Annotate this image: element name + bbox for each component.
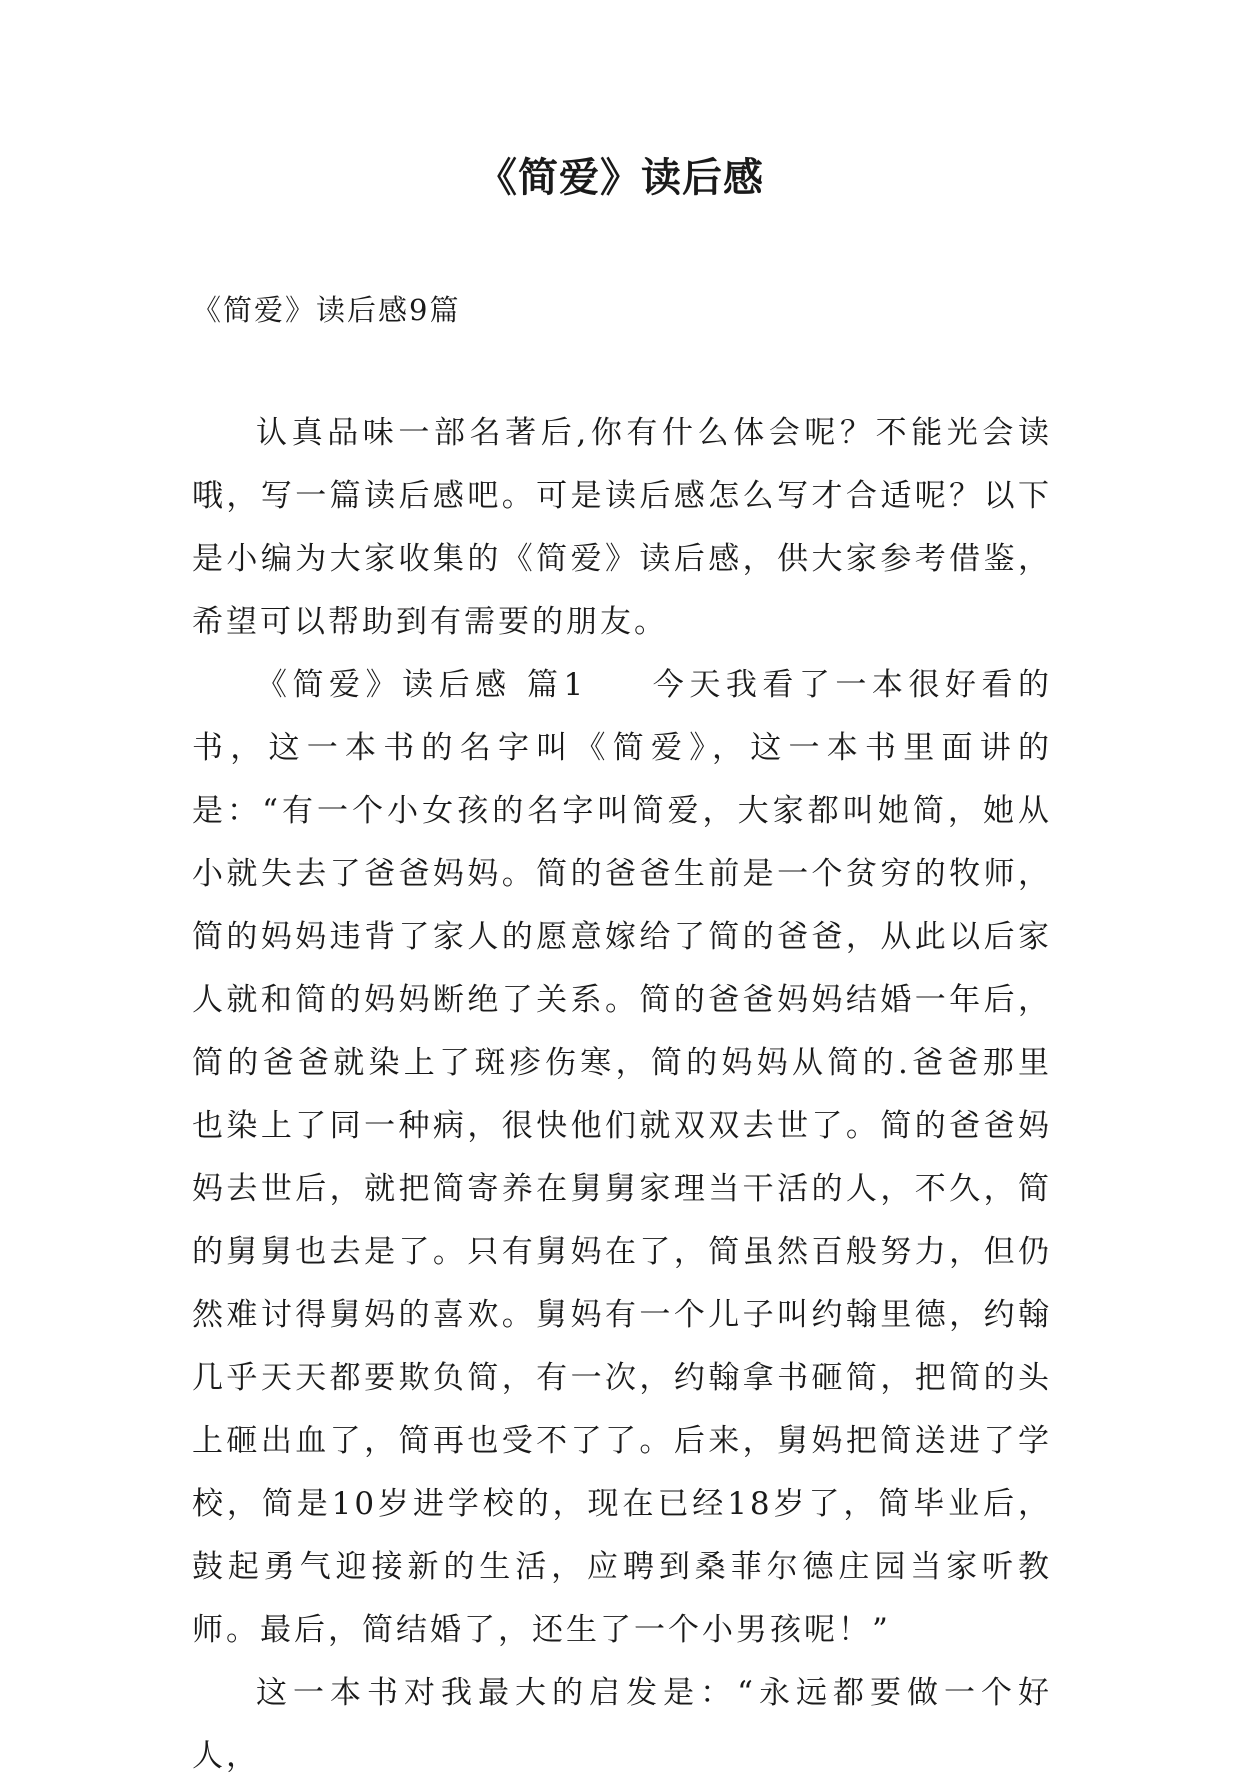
document-title: 《简爱》读后感 xyxy=(477,155,764,201)
closing-paragraph: 这一本书对我最大的启发是：“永远都要做一个好人， xyxy=(192,1675,1052,1774)
section-1-paragraph xyxy=(192,654,1052,1662)
document-body xyxy=(192,402,1052,1788)
intro-paragraph: 认真品味一部名著后,你有什么体会呢？不能光会读哦，写一篇读后感吧。可是读后感怎么写才合适呢？以下是小编为大家收集的《简爱》读后感，供大家参考借鉴，希望可以帮助到有需要的朋友。 xyxy=(192,415,1052,640)
section-1-heading: 《简爱》读后感 篇1 xyxy=(256,667,587,703)
document-subtitle: 《简爱》读后感9篇 xyxy=(192,293,461,327)
section-1-body: 今天我看了一本很好看的书，这一本书的名字叫《简爱》，这一本书里面讲的是：“有一个小女孩的名字叫简爱，大家都叫她简，她从小就失去了爸爸妈妈。简的爸爸生前是一个贫穷的牧师，简的妈妈违背了家人的愿意嫁给了简的爸爸，从此以后家人就和简的妈妈断绝了关系。简的爸爸妈妈结婚一年后，简的爸爸就染上了斑疹伤寒，简的妈妈从简的.爸爸那里也染上了同一种病，很快他们就双双去世了。简的爸爸妈妈去世后，就把简寄养在舅舅家理当干活的人，不久，简的舅舅也去是了。只有舅妈在了，简虽然百般努力，但仍然难讨得舅妈的喜欢。舅妈有一个儿子叫约翰里德，约翰几乎天天都要欺负简，有一次，约翰拿书砸简，把简的头上砸出血了，简再也受不了了。后来，舅妈把简送进了学校，简是10岁进学校的，现在已经18岁了，简毕业后，鼓起勇气迎接新的生活，应聘到桑菲尔德庄园当家听教师。最后，简结婚了，还生了一个小男孩呢！” xyxy=(192,667,1053,1648)
